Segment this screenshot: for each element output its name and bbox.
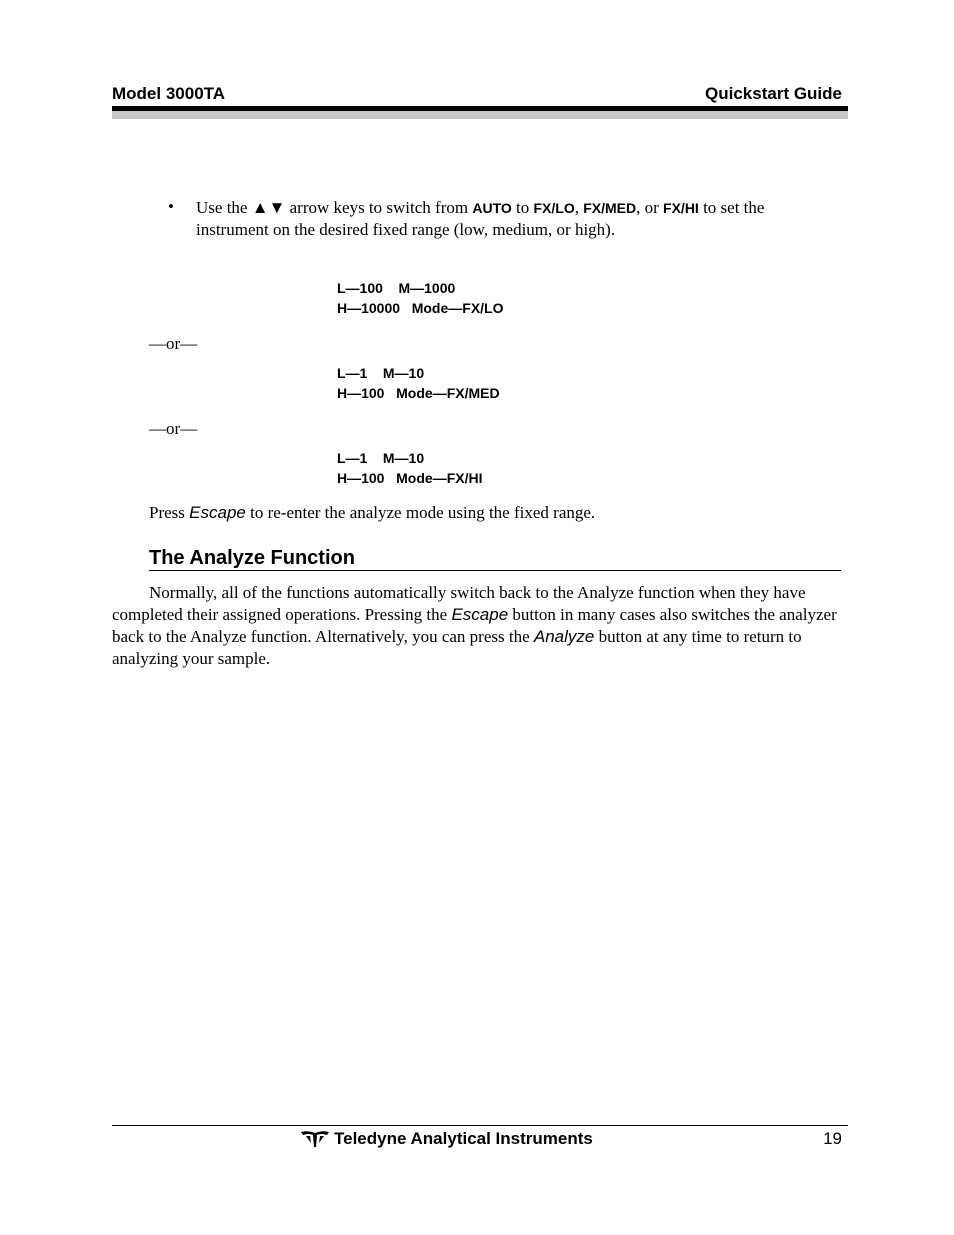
text-run: , [574,198,584,217]
footer-company [300,1129,593,1149]
display-screen-hi [337,448,482,488]
display-line: H—100 Mode—FX/MED [337,385,500,401]
header-guide-title: Quickstart Guide [705,84,842,103]
text-run: to re-enter the analyze mode using the fixed range. [245,503,596,522]
display-line: H—100 Mode—FX/HI [337,470,483,486]
key-fx-lo: FX/LO [533,200,575,216]
key-escape: Escape [451,605,509,624]
section-paragraph [112,582,841,670]
or-separator: —or— [149,334,198,353]
arrow-keys-icon: ▲▼ [251,198,286,217]
key-fx-hi: FX/HI [663,200,699,216]
text-run: button at any time to return to analyzing your sample. [112,627,802,668]
text-run: button in many cases also switches the analyzer back to the Analyze function. Alternatively, you can press the [112,605,837,646]
key-analyze: Analyze [533,627,595,646]
display-screen-lo [337,278,503,318]
section-heading: The Analyze Function [149,546,841,571]
or-separator: —or— [149,419,198,438]
text-run: Press [149,503,190,522]
display-line: H—10000 Mode—FX/LO [337,300,504,316]
display-line: L—100 M—1000 [337,280,456,296]
page-number: 19 [823,1129,842,1148]
press-escape-paragraph [149,503,595,523]
text-run: Use the [196,198,252,217]
bullet-glyph: • [168,197,174,216]
text-run: to set the instrument on the desired fixed range (low, medium, or high). [196,198,765,239]
bullet-paragraph [196,197,836,241]
display-line: L—1 M—10 [337,365,425,381]
page-header [112,84,848,108]
key-auto: AUTO [472,200,512,216]
header-model: Model 3000TA [112,84,226,103]
key-fx-med: FX/MED [583,200,637,216]
display-screen-med [337,363,500,403]
text-run: , or [636,198,664,217]
footer-rule [112,1125,848,1126]
key-escape: Escape [189,503,246,522]
footer-company-name: Teledyne Analytical Instruments [334,1129,593,1148]
text-run: to [511,198,534,217]
display-line: L—1 M—10 [337,450,425,466]
header-shadow-rule [112,111,848,119]
text-run: Normally, all of the functions automatically switch back to the Analyze function when they have completed their assigned operations. Pressing the [112,583,806,624]
text-run: arrow keys to switch from [285,198,473,217]
teledyne-logo-icon [300,1129,330,1149]
